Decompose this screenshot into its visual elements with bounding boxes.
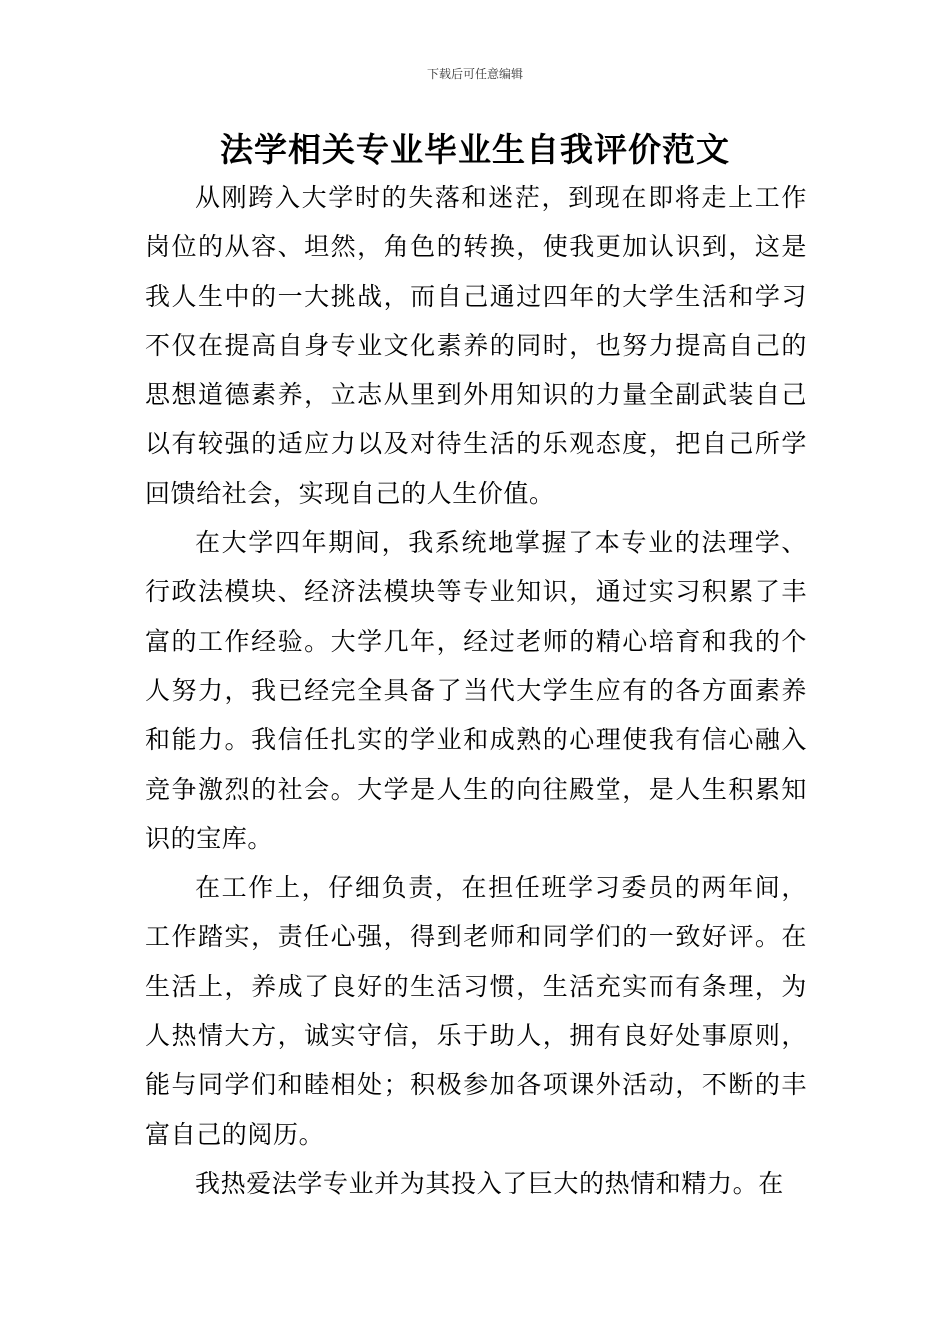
header-note: 下载后可任意编辑 — [426, 67, 523, 81]
paragraph-2: 在大学四年期间，我系统地掌握了本专业的法理学、行政法模块、经济法模块等专业知识，通过实习积累了丰富的工作经验。大学几年，经过老师的精心培育和我的个人努力，我已经完全具备了当代大学生应有的各方面素养和能力。我信任扎实的学业和成熟的心理使我有信心融入竞争激烈的社会。大学是人生的向往殿堂，是人生积累知识的宝库。 — [145, 528, 807, 853]
paragraph-1: 从刚跨入大学时的失落和迷茫，到现在即将走上工作岗位的从容、坦然，角色的转换，使我更加认识到，这是我人生中的一大挑战，而自己通过四年的大学生活和学习不仅在提高自身专业文化素养的同时，也努力提高自己的思想道德素养，立志从里到外用知识的力量全副武装自己以有较强的适应力以及对待生活的乐观态度，把自己所学回馈给社会，实现自己的人生价值。 — [145, 183, 807, 508]
document-body — [145, 173, 807, 1208]
paragraph-3: 在工作上，仔细负责，在担任班学习委员的两年间，工作踏实，责任心强，得到老师和同学们的一致好评。在生活上，养成了良好的生活习惯，生活充实而有条理，为人热情大方，诚实守信，乐于助人，拥有良好处事原则，能与同学们和睦相处；积极参加各项课外活动，不断的丰富自己的阅历。 — [145, 873, 807, 1149]
document-title: 法学相关专业毕业生自我评价范文 — [220, 130, 730, 169]
paragraph-4: 我热爱法学专业并为其投入了巨大的热情和精力。在 — [195, 1168, 784, 1198]
